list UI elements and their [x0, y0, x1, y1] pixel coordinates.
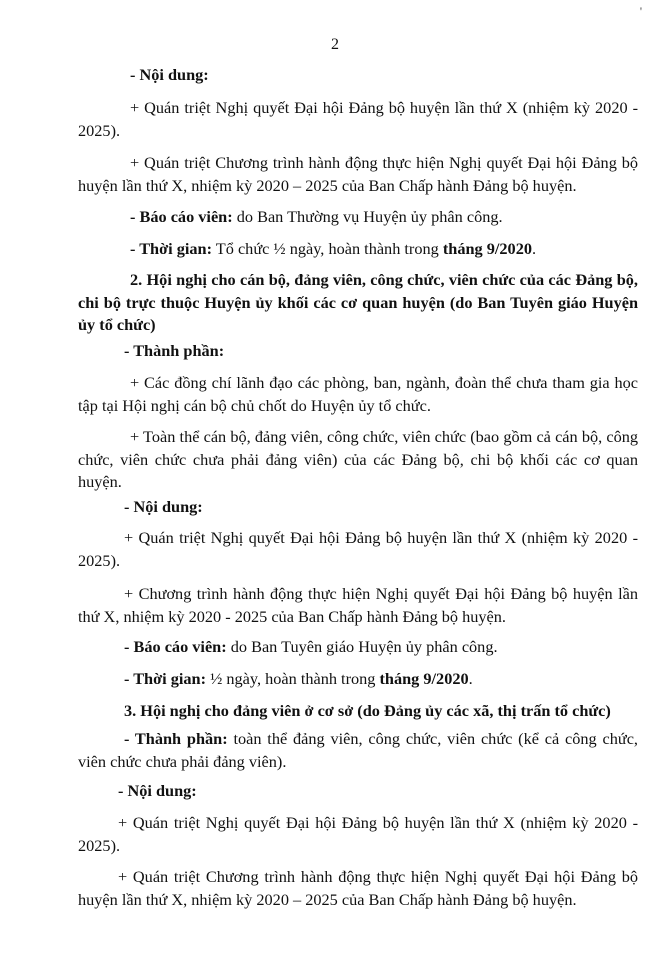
corner-mark: '	[639, 4, 642, 18]
s3-noi-dung-item-2: + Quán triệt Chương trình hành động thực hiện Nghị quyết Đại hội Đảng bộ huyện lần thứ X, nhiệm kỳ 2020 – 2025 của Ban Chấp hành Đảng bộ huyện.	[78, 867, 638, 909]
s2-noi-dung-label: - Nội dung:	[124, 497, 203, 516]
s2-bao-cao-vien: - Báo cáo viên: do Ban Tuyên giáo Huyện ủy phân công.	[124, 637, 498, 656]
page-number: 2	[331, 36, 339, 53]
s3-noi-dung-item-1: + Quán triệt Nghị quyết Đại hội Đảng bộ huyện lần thứ X (nhiệm kỳ 2020 - 2025).	[78, 813, 638, 855]
s2-heading: 2. Hội nghị cho cán bộ, đảng viên, công chức, viên chức của các Đảng bộ, chi bộ trực thuộc Huyện ủy khối các cơ quan huyện (do Ban Tuyên giáo Huyện ủy tổ chức)	[78, 270, 638, 334]
s2-noi-dung-item-2: + Chương trình hành động thực hiện Nghị quyết Đại hội Đảng bộ huyện lần thứ X, nhiệm kỳ 2020 - 2025 của Ban Chấp hành Đảng bộ huyện.	[78, 584, 638, 626]
s1-noi-dung-item-2: + Quán triệt Chương trình hành động thực hiện Nghị quyết Đại hội Đảng bộ huyện lần thứ X, nhiệm kỳ 2020 – 2025 của Ban Chấp hành Đảng bộ huyện.	[78, 153, 638, 195]
s3-thanh-phan: - Thành phần: toàn thể đảng viên, công chức, viên chức (kể cả công chức, viên chức chưa phải đảng viên).	[78, 729, 638, 771]
s1-bao-cao-vien: - Báo cáo viên: do Ban Thường vụ Huyện ủy phân công.	[130, 207, 503, 226]
s1-noi-dung-item-1: + Quán triệt Nghị quyết Đại hội Đảng bộ huyện lần thứ X (nhiệm kỳ 2020 - 2025).	[78, 98, 638, 140]
s2-thoi-gian: - Thời gian: ½ ngày, hoàn thành trong tháng 9/2020.	[124, 669, 473, 688]
s2-thanh-phan-label: - Thành phần:	[124, 341, 225, 360]
s1-noi-dung-label: - Nội dung:	[130, 65, 209, 84]
s2-thanh-phan-item-1: + Các đồng chí lãnh đạo các phòng, ban, ngành, đoàn thể chưa tham gia học tập tại Hội nghị cán bộ chủ chốt do Huyện ủy tổ chức.	[78, 373, 638, 415]
s2-thanh-phan-item-2: + Toàn thể cán bộ, đảng viên, công chức, viên chức (bao gồm cả cán bộ, công chức, viên chức chưa phải đảng viên) của các Đảng bộ, chi bộ khối các cơ quan huyện.	[78, 427, 638, 491]
s3-heading: 3. Hội nghị cho đảng viên ở cơ sở (do Đảng ủy các xã, thị trấn tổ chức)	[124, 701, 611, 720]
s1-thoi-gian: - Thời gian: Tổ chức ½ ngày, hoàn thành trong tháng 9/2020.	[130, 239, 537, 258]
s3-noi-dung-label: - Nội dung:	[118, 781, 197, 800]
s2-noi-dung-item-1: + Quán triệt Nghị quyết Đại hội Đảng bộ huyện lần thứ X (nhiệm kỳ 2020 - 2025).	[78, 528, 638, 570]
